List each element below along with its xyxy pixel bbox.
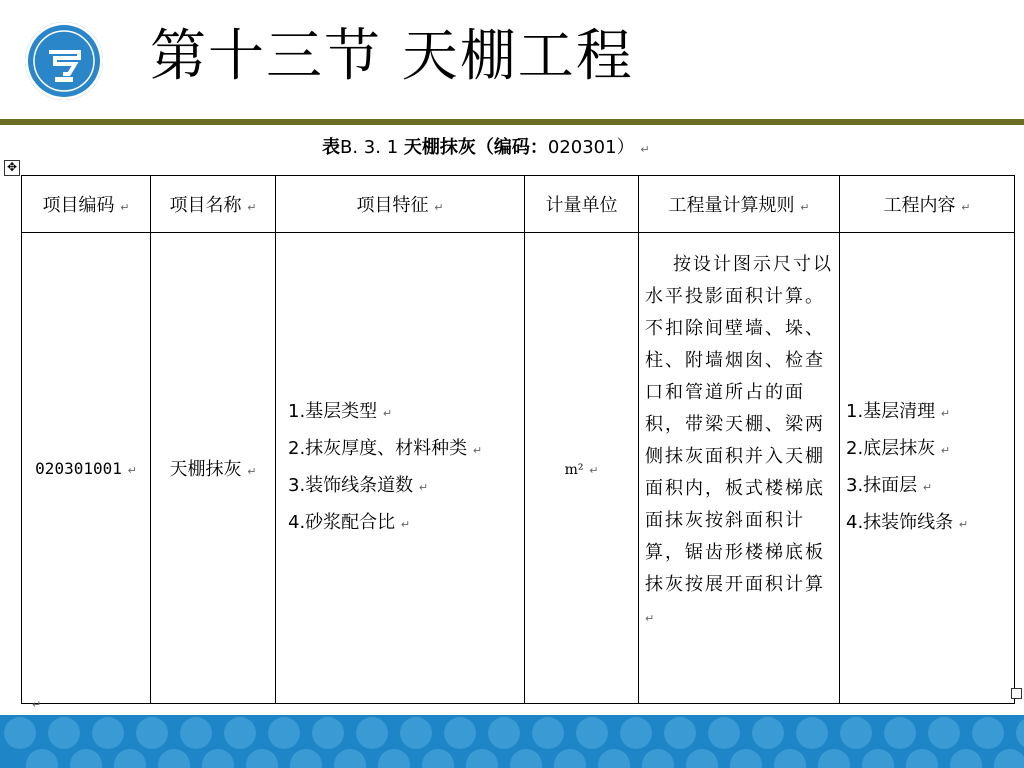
list-item: 1.基层类型 ↵ [288,401,393,422]
paragraph-mark-icon: ↵ [32,698,42,711]
caption-code: 020301） [547,137,635,158]
unit-cell: m² ↵ [525,233,639,704]
table-row [22,233,1015,704]
caption-prefix: 表 [322,137,340,158]
column-header: 项目名称 ↵ [151,176,276,233]
footer-pattern-icon [0,715,1024,768]
column-header: 工程内容 ↵ [840,176,1015,233]
list-item: 4.砂浆配合比 ↵ [288,512,411,533]
column-header: 工程量计算规则 ↵ [639,176,840,233]
page-title: 第十三节 天棚工程 [150,24,634,89]
paragraph-mark-icon: ↵ [640,143,650,156]
caption-number: B. 3. 1 [340,137,404,158]
calculation-rule-cell: 按设计图示尺寸以水平投影面积计算。不扣除间壁墙、垛、柱、附墙烟囱、检查口和管道所占的面积，带梁天棚、梁两侧抹灰面积并入天棚面积内，板式楼梯底面抹灰按斜面积计算，锯齿形楼梯底板抹灰按展开面积计算 ↵ [639,233,840,704]
table-resize-handle-icon[interactable] [1011,688,1022,699]
table-move-handle-icon[interactable]: ✥ [4,160,20,176]
list-item: 2.抹灰厚度、材料种类 ↵ [288,438,483,459]
item-code-cell: 020301001 ↵ [22,233,151,704]
column-header: 项目编码 ↵ [22,176,151,233]
work-content-cell [840,233,1015,704]
table-caption [322,136,650,162]
spec-table [21,175,1015,704]
school-logo-icon [25,22,103,100]
footer-band [0,715,1024,768]
item-features-cell [276,233,525,704]
column-header: 计量单位 [525,176,639,233]
column-header: 项目特征 ↵ [276,176,525,233]
caption-name: 天棚抹灰（编码： [403,137,548,158]
list-item: 1.基层清理 ↵ [846,401,951,422]
table-header-row [22,176,1015,233]
list-item: 2.底层抹灰 ↵ [846,438,951,459]
list-item: 4.抹装饰线条 ↵ [846,512,969,533]
list-item: 3.装饰线条道数 ↵ [288,475,429,496]
item-name-cell: 天棚抹灰 ↵ [151,233,276,704]
list-item: 3.抹面层 ↵ [846,475,933,496]
